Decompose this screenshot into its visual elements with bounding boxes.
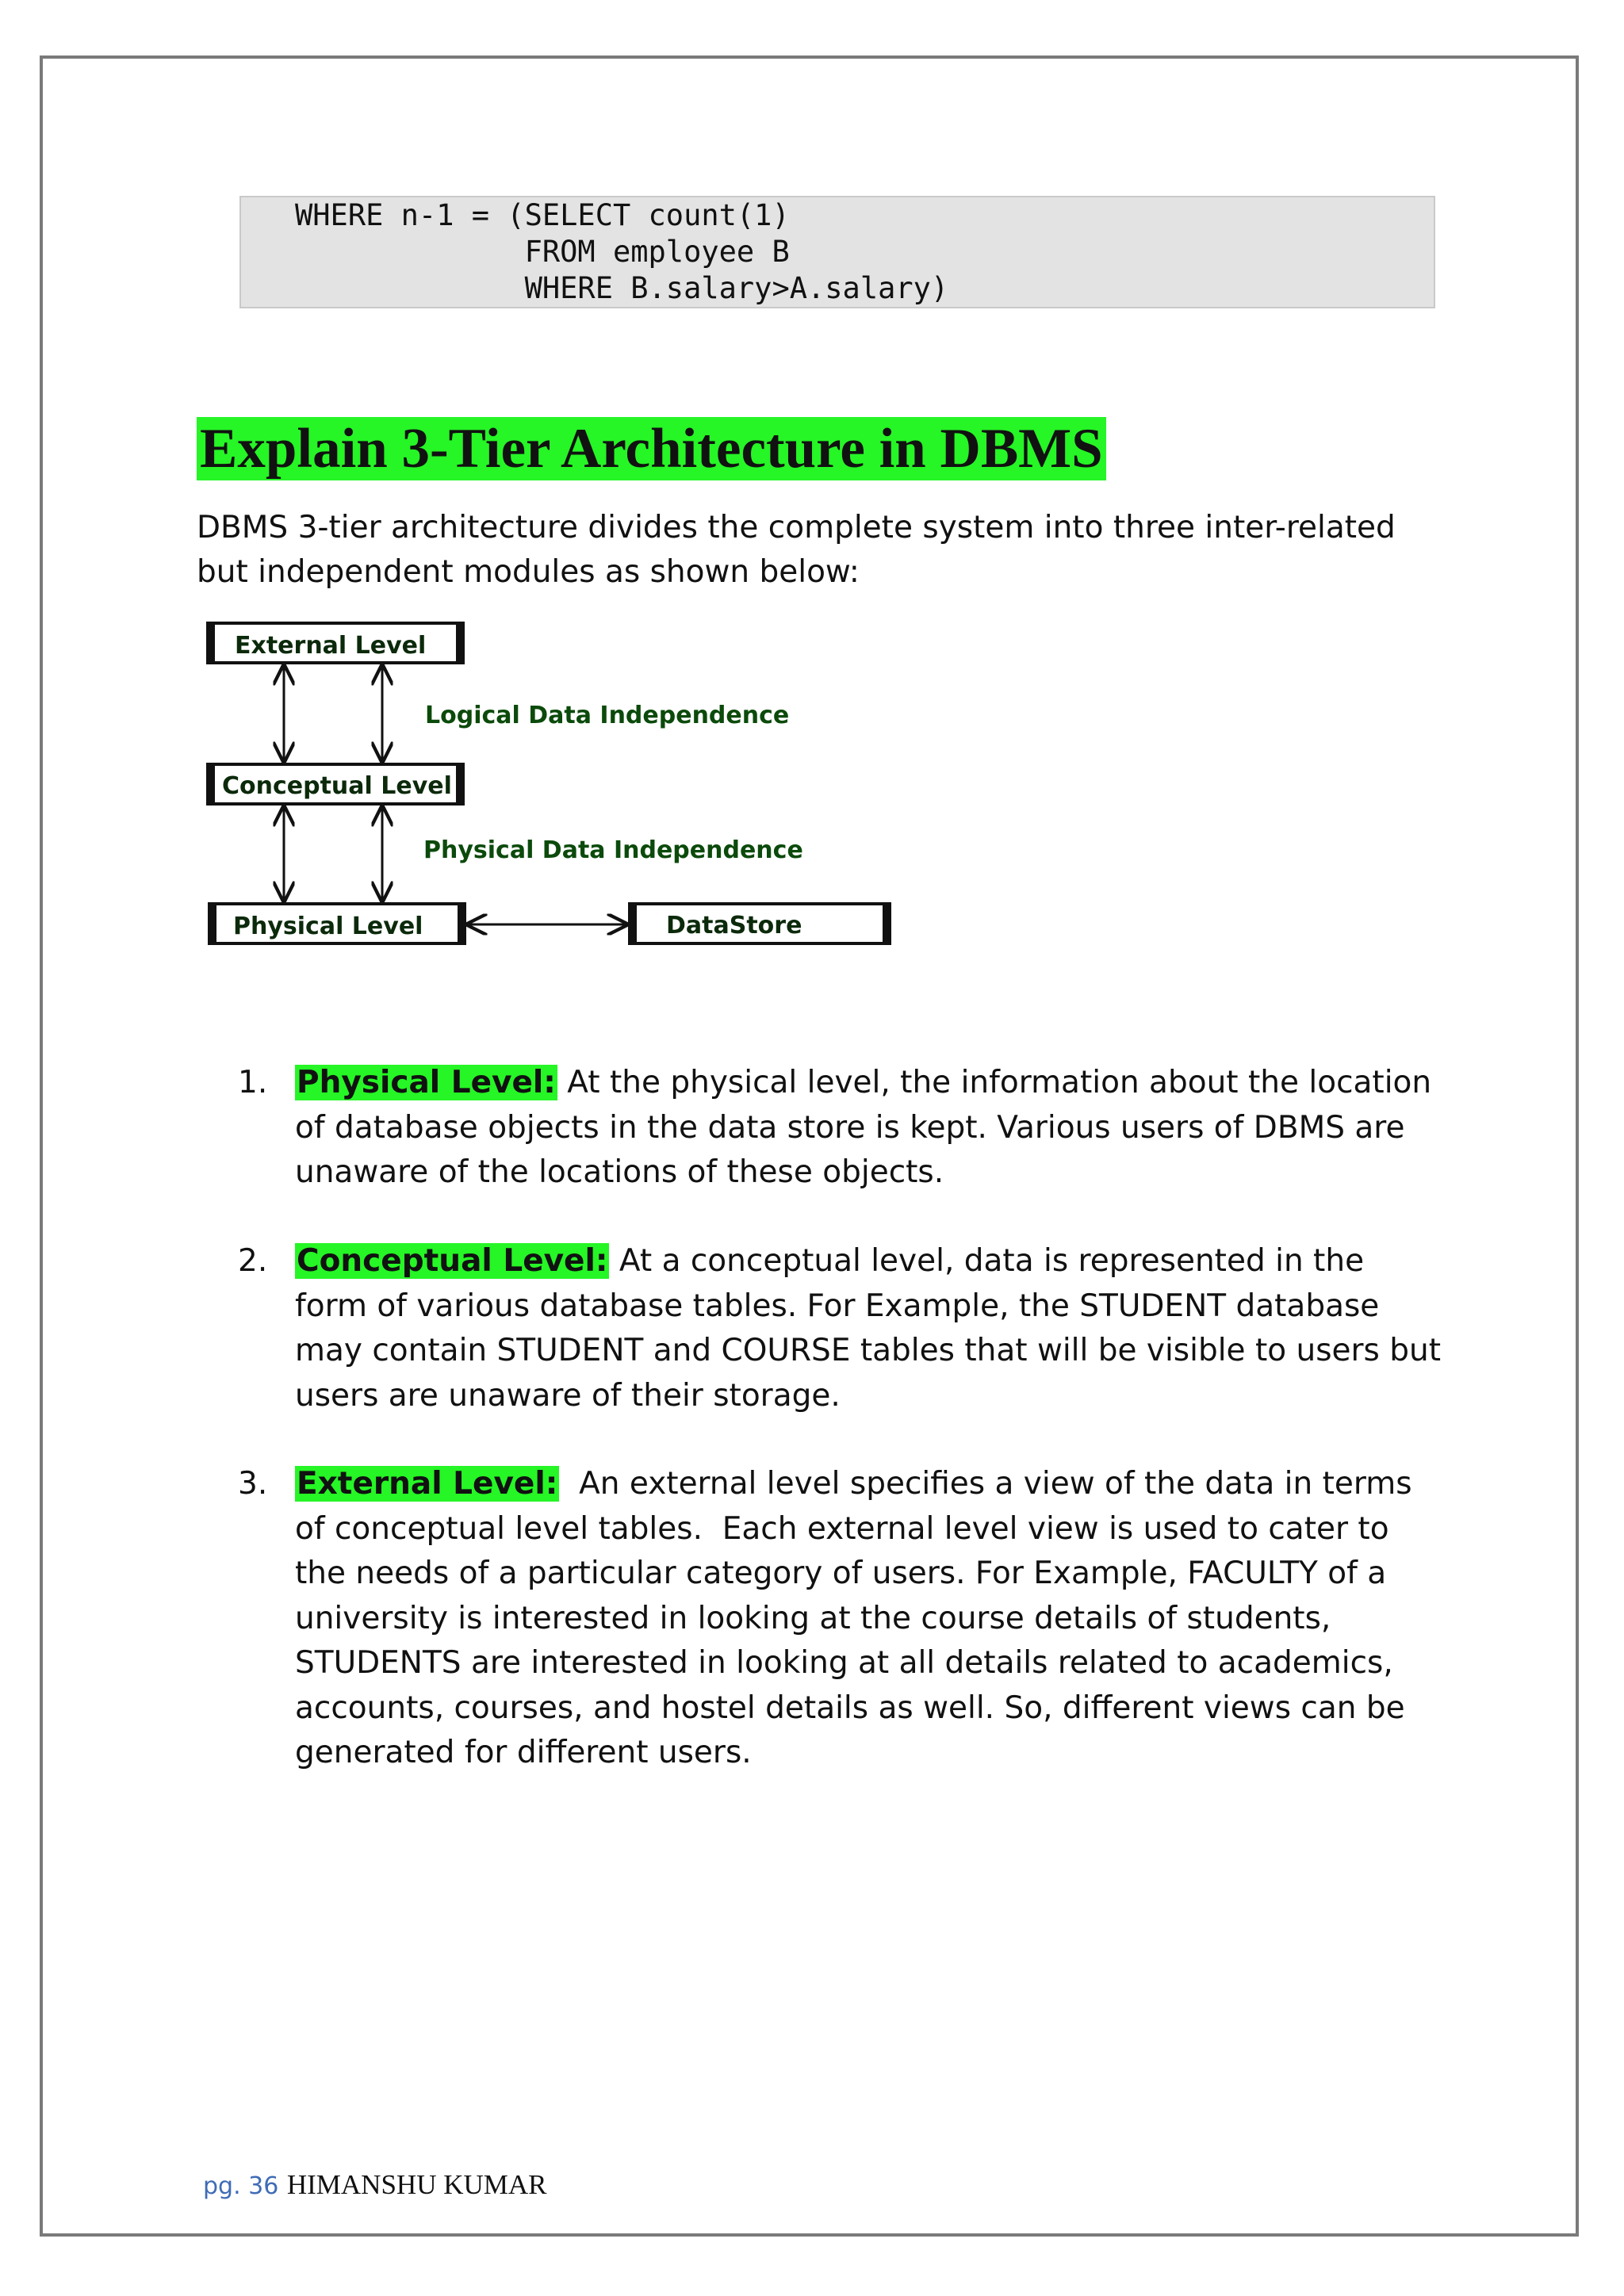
conceptual-level-label: Conceptual Level	[222, 772, 452, 800]
code-block	[239, 196, 1435, 308]
logical-independence-label: Logical Data Independence	[425, 702, 790, 729]
list-text: At a conceptual level, data is represented in the form of various database tables. For Example, the STUDENT database may contain STUDENT and COURSE tables that will be visible to users but users are unaware of their storage.	[295, 1243, 1442, 1414]
intro-paragraph: DBMS 3-tier architecture divides the complete system into three inter-related but independent modules as shown below:	[197, 510, 1396, 590]
datastore-box	[630, 904, 890, 943]
page-number: pg. 36	[203, 2172, 279, 2200]
conceptual-level-box	[208, 764, 463, 804]
list-text: An external level specifies a view of the data in terms of conceptual level tables. Each external level view is used to cater to the needs of a particular category of users. For Example, FACULTY of a university is interested in looking at the course details of students, STUDENTS are interested in looking at all details related to academics, accounts, courses, and hostel details as well. So, different views can be generated for different users.	[295, 1466, 1422, 1770]
code-line-3: WHERE B.salary>A.salary)	[295, 271, 949, 305]
external-level-box	[208, 623, 463, 663]
physical-level-label: Physical Level	[233, 913, 423, 940]
list-number: 3.	[238, 1466, 268, 1502]
code-line-2: FROM employee B	[295, 235, 790, 269]
list-item-physical	[238, 1061, 1443, 1196]
list-number: 2.	[238, 1243, 268, 1279]
code-line-1: WHERE n-1 = (SELECT count(1)	[295, 198, 790, 232]
term-physical-level: Physical Level:	[297, 1065, 556, 1100]
three-tier-diagram	[198, 617, 912, 966]
term-external-level: External Level:	[297, 1466, 558, 1502]
section-heading: Explain 3-Tier Architecture in DBMS	[197, 417, 1106, 480]
list-text: At the physical level, the information about the location of database objects in the data store is kept. Various users of DBMS are unaware of the locations of these objects.	[295, 1065, 1432, 1190]
list-number: 1.	[238, 1065, 268, 1100]
list-item-external	[238, 1462, 1443, 1776]
term-conceptual-level: Conceptual Level:	[297, 1243, 608, 1279]
datastore-label: DataStore	[666, 912, 802, 939]
physical-independence-label: Physical Data Independence	[423, 836, 803, 864]
physical-level-box	[209, 904, 465, 943]
list-item-conceptual	[238, 1239, 1443, 1418]
page-footer	[203, 2169, 547, 2202]
external-level-label: External Level	[235, 632, 427, 660]
author-name: HIMANSHU KUMAR	[286, 2169, 547, 2200]
